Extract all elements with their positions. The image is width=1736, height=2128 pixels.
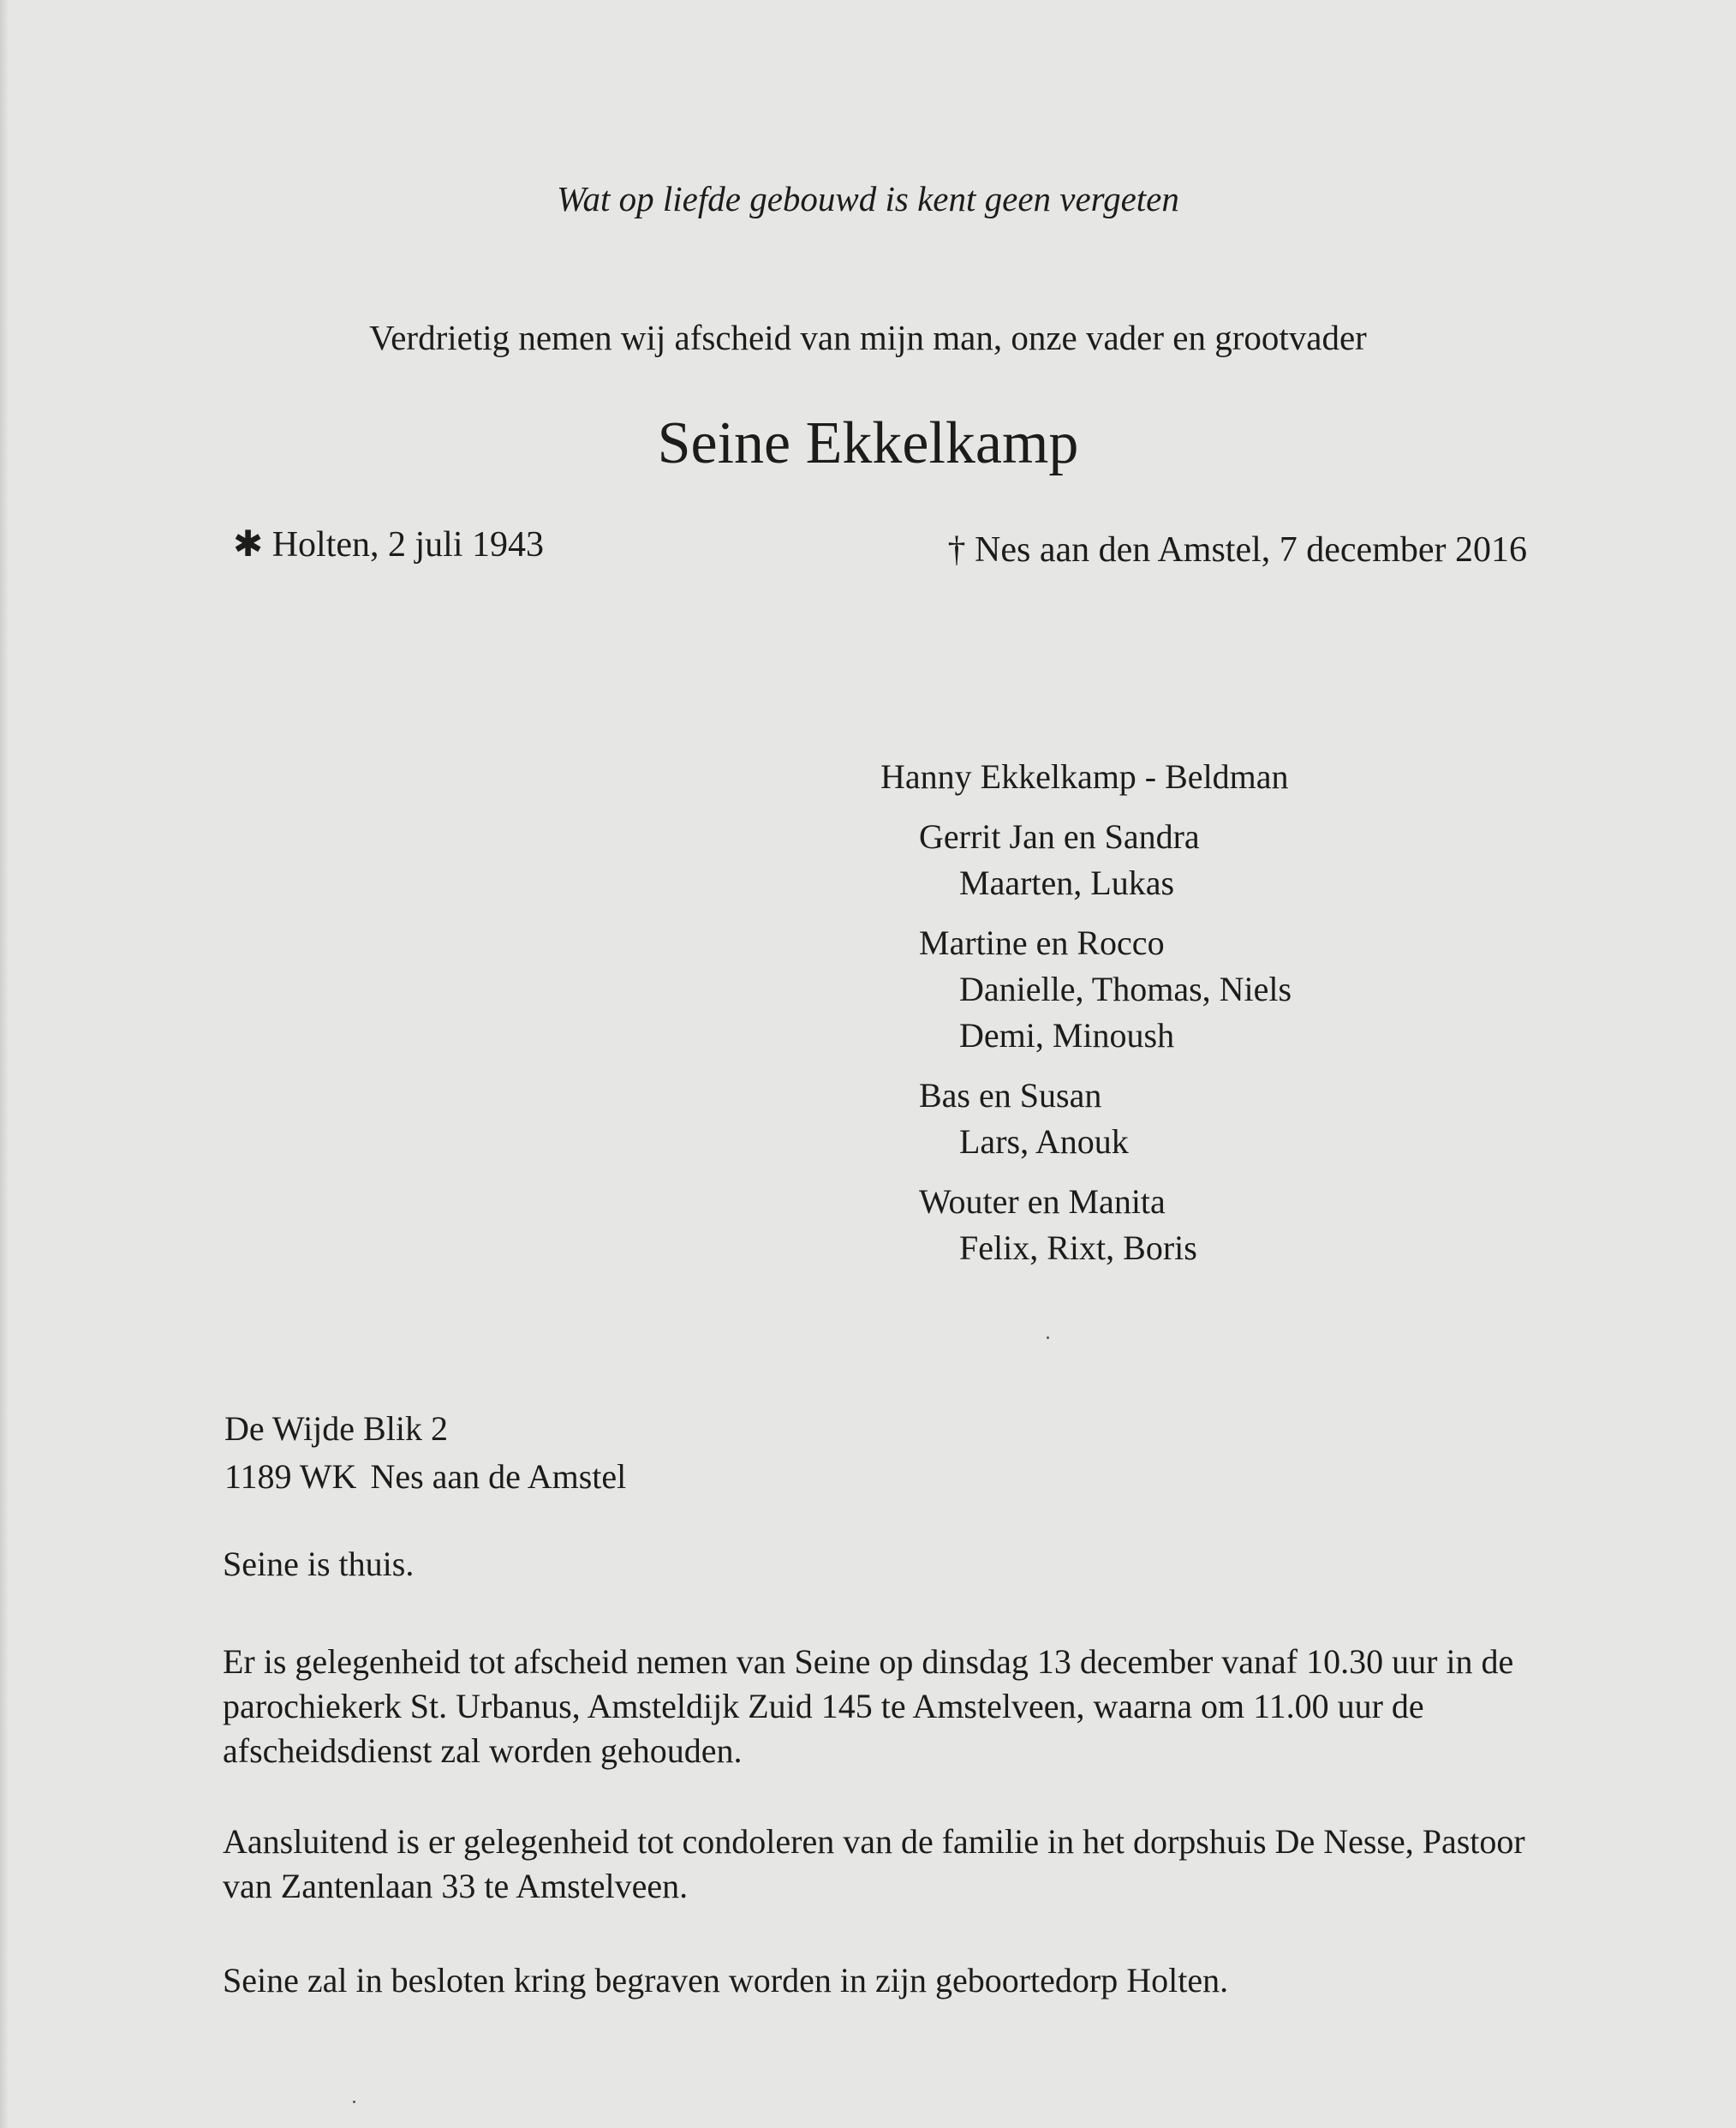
family-children: Demi, Minoush	[959, 1016, 1175, 1055]
family-group	[880, 1179, 1292, 1271]
death-line	[948, 529, 1527, 571]
death-place-date: Nes aan den Amstel, 7 december 2016	[975, 530, 1527, 570]
family-list	[880, 754, 1292, 1271]
paragraph-home: Seine is thuis.	[223, 1545, 415, 1583]
family-group	[880, 814, 1292, 906]
scan-speck	[1047, 1336, 1049, 1339]
birth-place-date: Holten, 2 juli 1943	[271, 525, 545, 565]
family-children: Danielle, Thomas, Niels	[959, 970, 1292, 1008]
family-group	[880, 920, 1292, 1059]
family-children: Felix, Rixt, Boris	[959, 1228, 1197, 1267]
address-city: Nes aan de Amstel	[370, 1457, 627, 1496]
address-postal-line	[224, 1453, 626, 1501]
announcement-intro: Verdrietig nemen wij afscheid van mijn man, onze vader en grootvader	[369, 318, 1367, 357]
family-group	[880, 1073, 1292, 1165]
paragraph-farewell: Er is gelegenheid tot afscheid nemen van Seine op dinsdag 13 december vanaf 10.30 uur in de parochiekerk St. Urbanus, Amsteldijk Zuid 145 te Amstelveen, waarna om 11.00 uur de afscheidsdienst zal worden gehouden.	[223, 1642, 1514, 1770]
paragraph-burial: Seine zal in besloten kring begraven worden in zijn geboortedorp Holten.	[223, 1961, 1229, 1999]
paragraph-condolence: Aansluitend is er gelegenheid tot condoleren van de familie in het dorpshuis De Nesse, Pastoor van Zantenlaan 33 te Amstelveen.	[223, 1822, 1525, 1905]
family-parents: Wouter en Manita	[919, 1182, 1166, 1221]
family-parents: Gerrit Jan en Sandra	[919, 817, 1200, 856]
deceased-name: Seine Ekkelkamp	[657, 410, 1079, 476]
birth-star-icon: ✱	[233, 525, 264, 565]
correspondence-address	[224, 1405, 626, 1501]
family-children: Lars, Anouk	[959, 1122, 1129, 1161]
address-postcode: 1189 WK	[224, 1457, 357, 1496]
death-cross-icon: †	[947, 530, 966, 570]
address-street: De Wijde Blik 2	[224, 1409, 448, 1448]
family-parents: Bas en Susan	[919, 1076, 1102, 1115]
birth-line	[233, 523, 544, 565]
scan-speck	[353, 2101, 355, 2103]
family-parents: Martine en Rocco	[919, 924, 1165, 962]
motto: Wat op liefde gebouwd is kent geen vergeten	[557, 179, 1179, 218]
family-children: Maarten, Lukas	[959, 864, 1175, 902]
spouse-name: Hanny Ekkelkamp - Beldman	[880, 757, 1289, 796]
